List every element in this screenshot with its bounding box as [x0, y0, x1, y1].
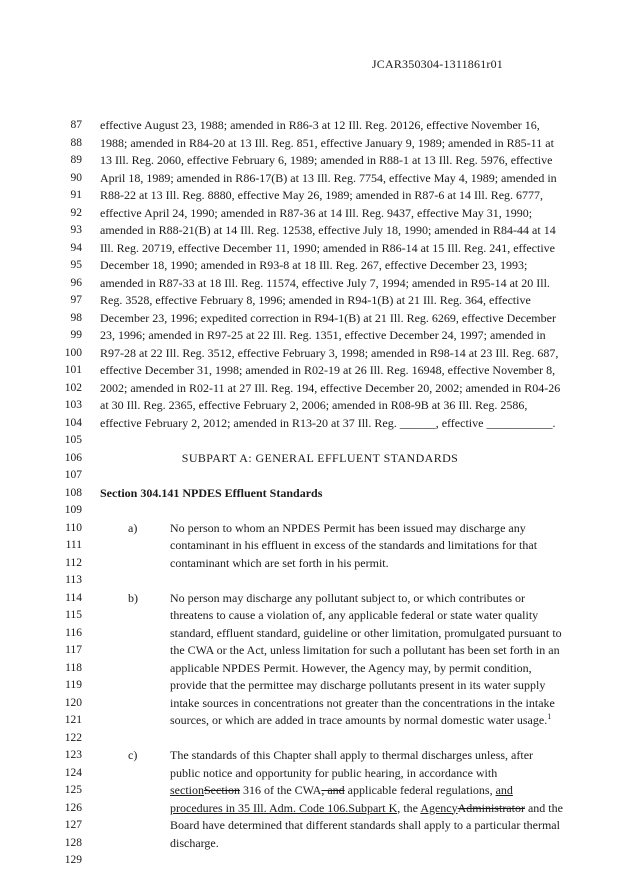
line-text	[100, 415, 555, 433]
line-number: 96	[70, 276, 82, 289]
document-line	[0, 537, 620, 555]
line-text	[170, 642, 560, 660]
document-line	[0, 310, 620, 328]
text-content: R97-28 at 22 Ill. Reg. 3512, effective February 3, 1998; amended in R98-14 at 23 Ill. Reg. 687,	[100, 345, 559, 360]
line-number: 103	[64, 399, 82, 411]
document-line	[0, 467, 620, 485]
text-content: threatens to cause a violation of, any applicable federal or state water quality	[170, 608, 539, 622]
text-content: 2002; amended in R02-11 at 27 Ill. Reg. 194, effective December 20, 2002; amended in R04-26	[100, 380, 561, 395]
line-number: 112	[65, 556, 82, 569]
text-content: sources, or which are added in trace amounts by normal domestic water usage.	[170, 713, 548, 727]
text-content: amended in R87-33 at 18 Ill. Reg. 11574, effective July 7, 1994; amended in R95-14 at 20 Ill.	[100, 275, 550, 290]
text-content: effective August 23, 1988; amended in R86-3 at 12 Ill. Reg. 20126, effective November 16,	[100, 118, 540, 132]
document-line	[0, 555, 620, 573]
line-text	[100, 275, 550, 293]
text-content: public notice and opportunity for public hearing, in accordance with	[170, 765, 498, 780]
struck-text: Section	[204, 783, 240, 797]
text-segment: and the	[524, 800, 563, 815]
text-segment: the	[400, 800, 421, 815]
line-number: 97	[70, 294, 82, 306]
document-line	[0, 782, 620, 800]
line-text	[170, 607, 538, 625]
line-text	[100, 240, 555, 258]
document-line	[0, 450, 620, 468]
line-number: 120	[64, 696, 82, 709]
subpart-heading	[0, 450, 620, 468]
document-line	[0, 660, 620, 678]
line-text	[100, 380, 560, 398]
line-number: 100	[64, 346, 82, 359]
document-line	[0, 520, 620, 538]
line-number: 115	[65, 609, 82, 621]
document-line	[0, 835, 620, 853]
line-text	[170, 555, 389, 573]
text-content: December 23, 1996; expedited correction in R94-1(B) at 21 Ill. Reg. 6269, effective December	[100, 310, 556, 325]
text-content: 13 Ill. Reg. 2060, effective February 6, 1989; amended in R88-1 at 13 Ill. Reg. 5976, effective	[100, 153, 553, 167]
document-line	[0, 765, 620, 783]
text-content: April 18, 1989; amended in R86-17(B) at 13 Ill. Reg. 7754, effective May 4, 1989; amended in	[100, 170, 557, 185]
line-number: 118	[65, 661, 82, 674]
line-number: 92	[70, 206, 82, 219]
line-number: 99	[70, 329, 82, 341]
inserted-text: and	[495, 783, 513, 797]
line-text	[170, 782, 513, 800]
text-content: contaminant which are set forth in his permit.	[170, 555, 389, 570]
line-number: 102	[64, 381, 82, 394]
line-text	[100, 362, 555, 380]
inserted-text: procedures in 35 Ill. Adm. Code 106.Subpart K,	[170, 800, 401, 815]
line-number: 89	[70, 154, 82, 166]
line-text	[170, 590, 525, 608]
document-line	[0, 485, 620, 503]
document-line	[0, 152, 620, 170]
footnote-marker: 1	[547, 712, 552, 721]
text-segment: 316 of the CWA	[240, 783, 322, 797]
inserted-text: Agency	[420, 800, 458, 815]
numbered-lines	[0, 117, 620, 870]
document-line	[0, 695, 620, 713]
line-text	[170, 520, 526, 538]
document-line	[0, 415, 620, 433]
text-content: effective December 31, 1998; amended in R02-19 at 26 Ill. Reg. 16948, effective November 8,	[100, 363, 556, 377]
text-content: No person may discharge any pollutant subject to, or which contributes or	[170, 590, 526, 605]
line-text	[100, 257, 527, 275]
document-line	[0, 292, 620, 310]
text-content: contaminant in his effluent in excess of the standards and limitations for that	[170, 538, 538, 552]
document-line	[0, 345, 620, 363]
line-number: 101	[64, 364, 82, 376]
document-line	[0, 380, 620, 398]
text-content: 23, 1996; amended in R97-25 at 22 Ill. Reg. 1351, effective December 24, 1997; amended in	[100, 328, 546, 342]
line-number: 94	[70, 241, 82, 254]
line-number: 119	[65, 679, 82, 691]
line-text	[170, 800, 563, 818]
document-line	[0, 275, 620, 293]
document-line	[0, 205, 620, 223]
document-line	[0, 747, 620, 765]
line-number: 126	[64, 801, 82, 814]
document-line	[0, 117, 620, 135]
document-line	[0, 397, 620, 415]
text-content: Reg. 3528, effective February 8, 1996; amended in R94-1(B) at 21 Ill. Reg. 364, effective	[100, 293, 531, 307]
line-text	[170, 625, 562, 643]
struck-text: Administrator	[457, 800, 525, 815]
line-number: 129	[64, 854, 82, 866]
line-text	[100, 327, 546, 345]
line-text	[170, 695, 555, 713]
line-number: 104	[64, 416, 82, 429]
document-line	[0, 800, 620, 818]
document-line	[0, 817, 620, 835]
document-line	[0, 502, 620, 520]
line-text	[170, 747, 533, 765]
text-content: effective February 2, 2012; amended in R13-20 at 37 Ill. Reg. ______, effective ___________.	[100, 415, 556, 430]
line-number: 125	[64, 784, 82, 796]
line-text	[170, 677, 545, 695]
subsection-label: a)	[128, 520, 138, 535]
line-number: 111	[65, 539, 82, 551]
line-number: 108	[64, 486, 82, 499]
text-content: Ill. Reg. 20719, effective December 11, 1990; amended in R86-14 at 15 Ill. Reg. 241, effective	[100, 240, 555, 255]
subsection-label: c)	[128, 748, 138, 762]
document-line	[0, 677, 620, 695]
text-content: The standards of this Chapter shall apply to thermal discharges unless, after	[170, 748, 534, 762]
text-content: 1988; amended in R84-20 at 13 Ill. Reg. 851, effective January 9, 1989; amended in R85-11 at	[100, 135, 554, 150]
document-line	[0, 590, 620, 608]
line-number: 93	[70, 224, 82, 236]
inserted-text: section	[170, 783, 204, 797]
document-line	[0, 625, 620, 643]
line-text	[100, 152, 552, 170]
line-text	[100, 170, 557, 188]
line-number: 114	[65, 591, 82, 604]
subsection-label: b)	[128, 590, 138, 605]
document-line	[0, 432, 620, 450]
line-text	[100, 310, 556, 328]
text-content: Board have determined that different standards shall apply to a particular thermal	[170, 818, 560, 832]
text-content: SUBPART A: GENERAL EFFLUENT STANDARDS	[181, 450, 459, 465]
text-content: effective April 24, 1990; amended in R87-36 at 14 Ill. Reg. 9437, effective May 31, 1990;	[100, 205, 533, 220]
line-number: 121	[64, 714, 82, 726]
struck-text: , and	[321, 783, 345, 797]
document-line	[0, 222, 620, 240]
line-number: 113	[65, 574, 82, 586]
document-line	[0, 852, 620, 870]
section-heading	[100, 485, 322, 503]
line-text	[100, 222, 556, 240]
document-line	[0, 135, 620, 153]
text-content: Section 304.141 NPDES Effluent Standards	[100, 485, 323, 500]
text-content: provide that the permittee may discharge pollutants present in its water supply	[170, 678, 546, 692]
line-text	[170, 835, 219, 853]
line-number: 105	[64, 434, 82, 446]
line-text	[100, 117, 540, 135]
line-text	[170, 712, 551, 730]
line-text	[100, 135, 554, 153]
text-content: intake sources in concentrations not greater than the concentrations in the intake	[170, 695, 555, 710]
text-content: the CWA or the Act, unless limitation for such a pollutant has been set forth in an	[170, 643, 560, 657]
text-content: amended in R88-21(B) at 14 Ill. Reg. 12538, effective July 18, 1990; amended in R84-44 at 14	[100, 223, 556, 237]
line-text	[100, 345, 558, 363]
document-line	[0, 257, 620, 275]
line-text	[170, 537, 537, 555]
text-content: No person to whom an NPDES Permit has been issued may discharge any	[170, 520, 526, 535]
document-line	[0, 187, 620, 205]
line-number: 123	[64, 749, 82, 761]
text-content: applicable NPDES Permit. However, the Agency may, by permit condition,	[170, 660, 532, 675]
line-number: 127	[64, 819, 82, 831]
text-content: discharge.	[170, 835, 219, 850]
text-content: standard, effluent standard, guideline or other limitation, promulgated pursuant to	[170, 625, 562, 640]
text-content: R88-22 at 13 Ill. Reg. 8880, effective May 26, 1989; amended in R87-6 at 14 Ill. Reg. 6777,	[100, 188, 544, 202]
line-text	[170, 660, 532, 678]
line-number: 91	[70, 189, 82, 201]
document-line	[0, 712, 620, 730]
line-number: 87	[70, 119, 82, 131]
document-line	[0, 240, 620, 258]
text-content: at 30 Ill. Reg. 2365, effective February 2, 2006; amended in R08-9B at 36 Ill. Reg. 2586,	[100, 398, 528, 412]
document-line	[0, 572, 620, 590]
line-number: 124	[64, 766, 82, 779]
line-number: 122	[64, 731, 82, 744]
line-number: 109	[64, 504, 82, 516]
document-line	[0, 642, 620, 660]
line-number: 128	[64, 836, 82, 849]
document-line	[0, 607, 620, 625]
line-text	[100, 397, 527, 415]
line-number: 90	[70, 171, 82, 184]
line-text	[100, 205, 532, 223]
line-text	[100, 292, 531, 310]
line-number: 98	[70, 311, 82, 324]
line-text	[100, 187, 543, 205]
line-number: 117	[65, 644, 82, 656]
line-text	[170, 817, 560, 835]
document-line	[0, 170, 620, 188]
line-number: 95	[70, 259, 82, 271]
document-line	[0, 362, 620, 380]
line-number: 106	[64, 451, 82, 464]
line-number: 116	[65, 626, 82, 639]
line-number: 88	[70, 136, 82, 149]
line-text	[170, 765, 497, 783]
text-content: December 18, 1990; amended in R93-8 at 18 Ill. Reg. 267, effective December 23, 1993;	[100, 258, 528, 272]
document-line	[0, 730, 620, 748]
document-code-header: JCAR350304-1311861r01	[371, 57, 503, 71]
document-line	[0, 327, 620, 345]
line-number: 107	[64, 469, 82, 481]
line-number: 110	[65, 521, 82, 534]
text-segment: applicable federal regulations,	[344, 783, 496, 797]
